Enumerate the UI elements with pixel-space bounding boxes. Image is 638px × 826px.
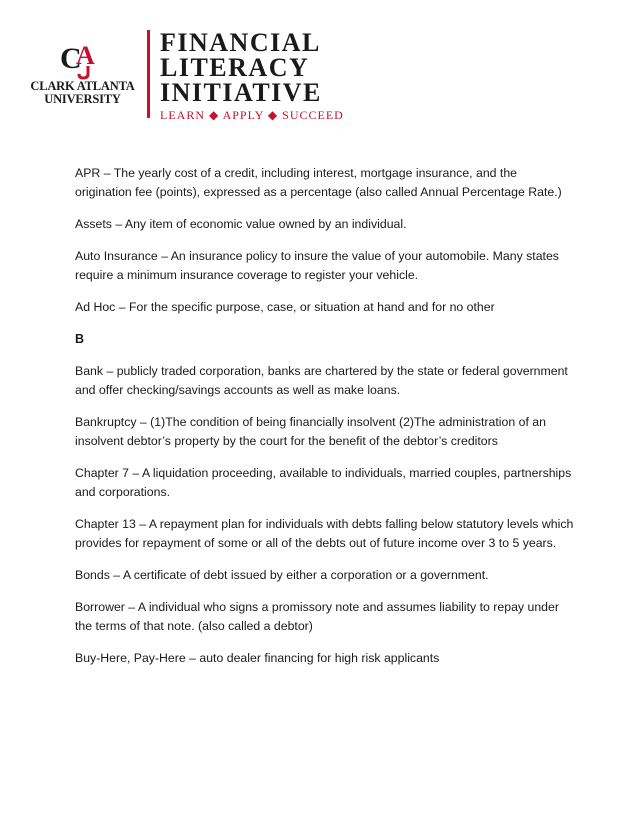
glossary-entry-bankruptcy: Bankruptcy – (1)The condition of being financially insolvent (2)The administration of an insolvent debtor’s property by the court for the benefit of the debtor’s creditors — [75, 415, 546, 448]
section-heading-b: B — [75, 332, 85, 346]
logo-divider — [147, 30, 150, 118]
cau-monogram-icon — [58, 40, 102, 80]
title-line-financial: FINANCIAL — [160, 28, 321, 57]
university-name-line2: UNIVERSITY — [44, 92, 121, 106]
glossary-content — [75, 164, 575, 681]
glossary-entry-apr: APR – The yearly cost of a credit, including interest, mortgage insurance, and the origination fee (points), expressed as a percentage (also called Annual Percentage Rate.) — [75, 166, 562, 199]
glossary-entry-borrower: Borrower – A individual who signs a promissory note and assumes liability to repay under the terms of that note. (also called a debtor) — [75, 600, 559, 633]
header — [30, 30, 350, 120]
svg-text:A: A — [76, 41, 95, 70]
svg-text:C: C — [60, 42, 82, 75]
clark-atlanta-logo — [30, 34, 135, 114]
university-name-line1: CLARK ATLANTA — [30, 79, 135, 93]
glossary-entry-bonds: Bonds – A certificate of debt issued by either a corporation or a government. — [75, 568, 489, 582]
glossary-entry-ad-hoc: Ad Hoc – For the specific purpose, case, or situation at hand and for no other — [75, 300, 495, 314]
university-name — [30, 80, 135, 106]
glossary-entry-chapter-13: Chapter 13 – A repayment plan for individuals with debts falling below statutory levels which provides for repayment of some or all of the debts out of future income over 3 to 5 years. — [75, 517, 574, 550]
financial-literacy-logo — [160, 30, 344, 123]
title-line-literacy: LITERACY — [160, 53, 310, 82]
glossary-entry-bank: Bank – publicly traded corporation, banks are chartered by the state or federal government and offer checking/savings accounts as well as make loans. — [75, 364, 568, 397]
tagline: LEARN ◆ APPLY ◆ SUCCEED — [160, 108, 344, 122]
glossary-entry-buy-here-pay-here: Buy-Here, Pay-Here – auto dealer financing for high risk applicants — [75, 651, 440, 665]
glossary-entry-assets: Assets – Any item of economic value owned by an individual. — [75, 217, 407, 231]
glossary-entry-auto-insurance: Auto Insurance – An insurance policy to insure the value of your automobile. Many states require a minimum insurance coverage to register your vehicle. — [75, 249, 559, 282]
glossary-entry-chapter-7: Chapter 7 – A liquidation proceeding, available to individuals, married couples, partnerships and corporations. — [75, 466, 572, 499]
title-line-initiative: INITIATIVE — [160, 78, 322, 107]
